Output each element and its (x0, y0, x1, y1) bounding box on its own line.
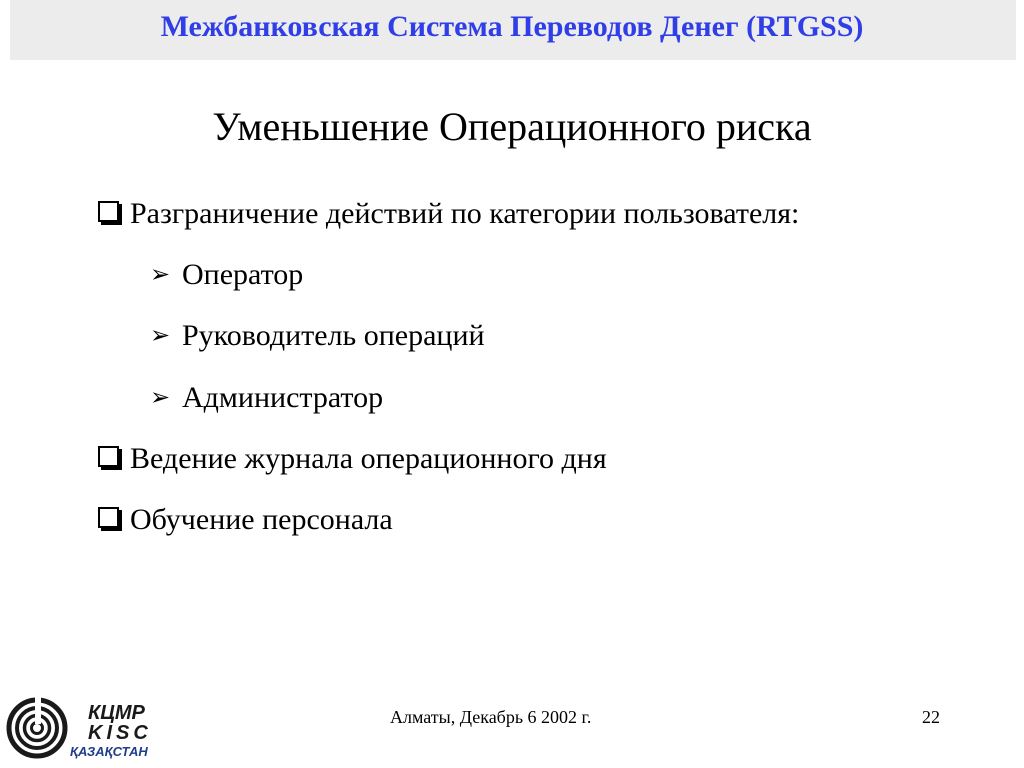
bullet-item (98, 502, 393, 538)
slide-title: Уменьшение Операционного риска (212, 104, 812, 149)
sub-bullet-text: Оператор (182, 258, 304, 291)
arrow-right-icon: ➢ (150, 262, 171, 288)
sub-bullet-item (150, 318, 485, 354)
sub-bullet-item (150, 257, 303, 293)
arrow-right-icon: ➢ (150, 323, 171, 349)
arrow-right-icon: ➢ (150, 385, 171, 411)
logo-text-kisc: KISC (88, 722, 152, 744)
footer-location-date: Алматы, Декабрь 6 2002 г. (390, 707, 592, 727)
logo-text-kcmr: КЦМР (88, 702, 145, 724)
sub-bullet-item (150, 380, 383, 416)
logo (4, 694, 154, 764)
bullet-text: Обучение персонала (130, 503, 393, 536)
bullet-text: Ведение журнала операционного дня (130, 442, 607, 475)
checkbox-square-icon (98, 441, 130, 477)
bullet-item (98, 196, 799, 232)
checkbox-square-icon (98, 502, 130, 538)
header-title: Межбанковская Система Переводов Денег (RTGSS) (160, 10, 864, 43)
sub-bullet-text: Администратор (182, 381, 384, 414)
checkbox-square-icon (98, 196, 130, 232)
sub-bullet-text: Руководитель операций (182, 319, 485, 352)
logo-text-kazakhstan: ҚАЗАҚСТАН (70, 744, 148, 759)
swirl-logo-icon (4, 694, 70, 760)
bullet-text: Разграничение действий по категории пользователя: (130, 197, 800, 230)
bullet-item (98, 441, 607, 477)
page-number: 22 (922, 707, 940, 727)
